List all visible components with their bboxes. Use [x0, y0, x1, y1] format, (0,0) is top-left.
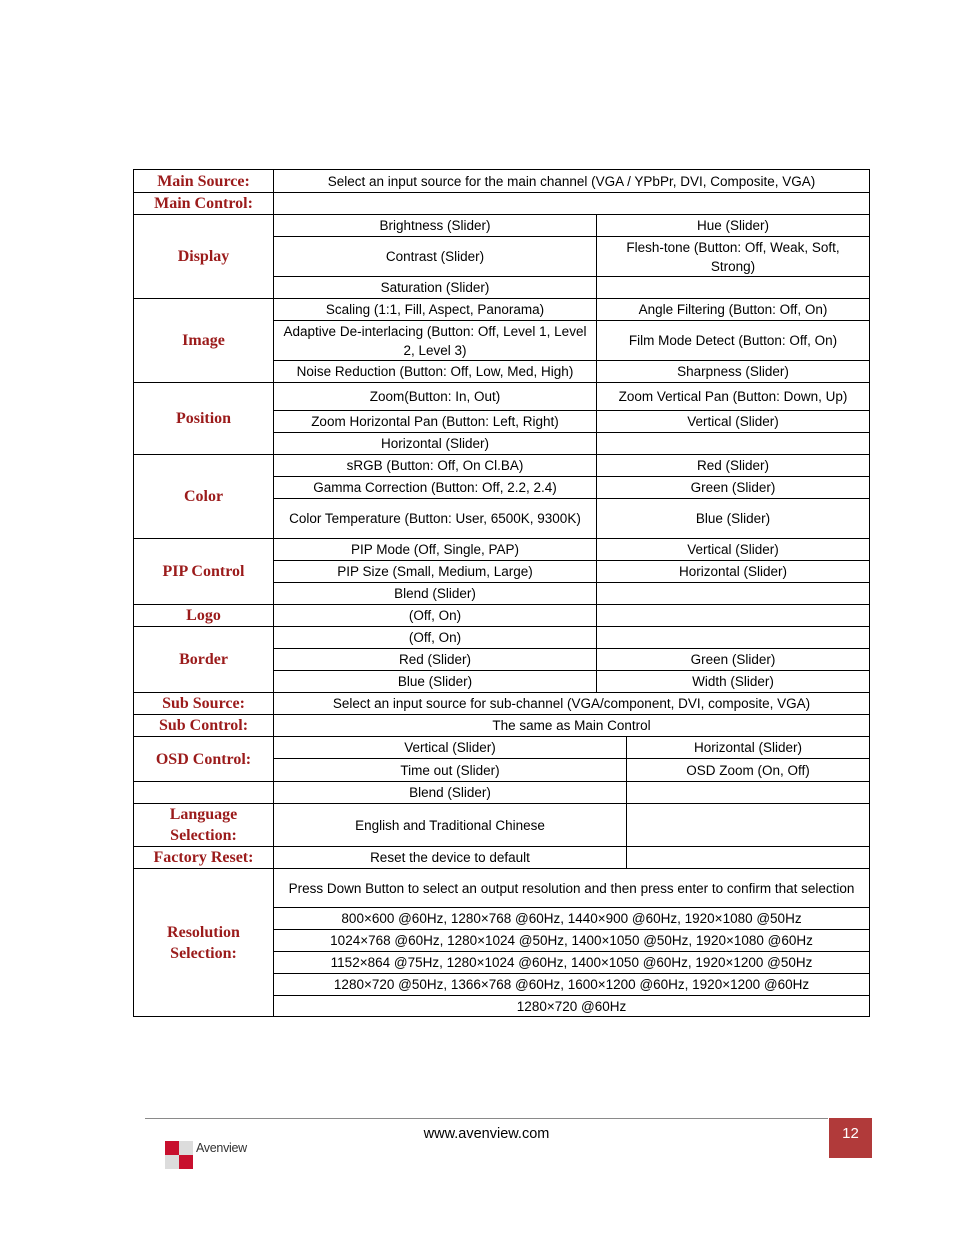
osd-zoom: OSD Zoom (On, Off): [627, 759, 870, 782]
logo-square-red-bottom: [179, 1155, 193, 1169]
image-label: Image: [134, 299, 274, 383]
image-film-mode: Film Mode Detect (Button: Off, On): [597, 321, 870, 361]
resolution-label: Resolution Selection:: [134, 869, 274, 1017]
footer-url[interactable]: www.avenview.com: [423, 1126, 550, 1142]
border-green: Green (Slider): [597, 649, 870, 671]
language-value: English and Traditional Chinese: [274, 804, 627, 847]
osd-empty: [627, 782, 870, 804]
color-srgb: sRGB (Button: Off, On Cl.BA): [274, 455, 597, 477]
pip-vertical: Vertical (Slider): [597, 539, 870, 561]
color-blue: Blue (Slider): [597, 499, 870, 539]
page-number: 12: [829, 1118, 872, 1158]
display-contrast: Contrast (Slider): [274, 237, 597, 277]
resolution-row: 800×600 @60Hz, 1280×768 @60Hz, 1440×900 @60Hz, 1920×1080 @50Hz: [274, 908, 870, 930]
logo-square-grey-top: [179, 1141, 193, 1155]
pip-size: PIP Size (Small, Medium, Large): [274, 561, 597, 583]
avenview-logo: [160, 1136, 270, 1180]
border-blue: Blue (Slider): [274, 671, 597, 693]
image-sharpness: Sharpness (Slider): [597, 361, 870, 383]
resolution-row: 1280×720 @50Hz, 1366×768 @60Hz, 1600×1200 @60Hz, 1920×1200 @60Hz: [274, 974, 870, 996]
display-hue: Hue (Slider): [597, 215, 870, 237]
color-label: Color: [134, 455, 274, 539]
display-empty: [597, 277, 870, 299]
osd-horizontal: Horizontal (Slider): [627, 737, 870, 759]
resolution-intro: Press Down Button to select an output resolution and then press enter to confirm that selection: [274, 869, 870, 908]
resolution-row: 1280×720 @60Hz: [274, 996, 870, 1017]
main-source-value: Select an input source for the main channel (VGA / YPbPr, DVI, Composite, VGA): [274, 170, 870, 193]
sub-source-value: Select an input source for sub-channel (VGA/component, DVI, composite, VGA): [274, 693, 870, 715]
osd-timeout: Time out (Slider): [274, 759, 627, 782]
logo-label: Logo: [134, 605, 274, 627]
border-width: Width (Slider): [597, 671, 870, 693]
pip-mode: PIP Mode (Off, Single, PAP): [274, 539, 597, 561]
display-flesh-tone: Flesh-tone (Button: Off, Weak, Soft, Strong): [597, 237, 870, 277]
factory-reset-value: Reset the device to default: [274, 847, 627, 869]
border-red: Red (Slider): [274, 649, 597, 671]
main-source-label: Main Source:: [134, 170, 274, 193]
logo-square-red-top: [165, 1141, 179, 1155]
logo-empty: [597, 605, 870, 627]
image-deinterlacing: Adaptive De-interlacing (Button: Off, Level 1, Level 2, Level 3): [274, 321, 597, 361]
border-empty: [597, 627, 870, 649]
color-temperature: Color Temperature (Button: User, 6500K, 9300K): [274, 499, 597, 539]
osd-blend: Blend (Slider): [274, 782, 627, 804]
position-zoom-horizontal-pan: Zoom Horizontal Pan (Button: Left, Right): [274, 411, 597, 433]
resolution-row: 1152×864 @75Hz, 1280×1024 @60Hz, 1400×1050 @60Hz, 1920×1200 @50Hz: [274, 952, 870, 974]
spec-table: [133, 169, 870, 1017]
sub-control-label: Sub Control:: [134, 715, 274, 737]
factory-reset-label: Factory Reset:: [134, 847, 274, 869]
color-green: Green (Slider): [597, 477, 870, 499]
position-vertical: Vertical (Slider): [597, 411, 870, 433]
image-scaling: Scaling (1:1, Fill, Aspect, Panorama): [274, 299, 597, 321]
footer-divider: [145, 1118, 828, 1119]
display-label: Display: [134, 215, 274, 299]
position-empty: [597, 433, 870, 455]
image-noise-reduction: Noise Reduction (Button: Off, Low, Med, High): [274, 361, 597, 383]
logo-brand-text: Avenview: [196, 1141, 247, 1155]
language-label: Language Selection:: [134, 804, 274, 847]
position-horizontal: Horizontal (Slider): [274, 433, 597, 455]
language-empty: [627, 804, 870, 847]
position-zoom-vertical-pan: Zoom Vertical Pan (Button: Down, Up): [597, 383, 870, 411]
logo-value: (Off, On): [274, 605, 597, 627]
position-zoom: Zoom(Button: In, Out): [274, 383, 597, 411]
sub-control-value: The same as Main Control: [274, 715, 870, 737]
color-red: Red (Slider): [597, 455, 870, 477]
sub-source-label: Sub Source:: [134, 693, 274, 715]
display-brightness: Brightness (Slider): [274, 215, 597, 237]
resolution-row: 1024×768 @60Hz, 1280×1024 @50Hz, 1400×1050 @50Hz, 1920×1080 @60Hz: [274, 930, 870, 952]
main-control-value: [274, 193, 870, 215]
color-gamma: Gamma Correction (Button: Off, 2.2, 2.4): [274, 477, 597, 499]
border-onoff: (Off, On): [274, 627, 597, 649]
border-label: Border: [134, 627, 274, 693]
display-saturation: Saturation (Slider): [274, 277, 597, 299]
osd-blank-label: [134, 782, 274, 804]
osd-vertical: Vertical (Slider): [274, 737, 627, 759]
osd-label: OSD Control:: [134, 737, 274, 782]
pip-label: PIP Control: [134, 539, 274, 605]
factory-reset-empty: [627, 847, 870, 869]
pip-blend: Blend (Slider): [274, 583, 597, 605]
image-angle-filtering: Angle Filtering (Button: Off, On): [597, 299, 870, 321]
logo-square-grey-bottom: [165, 1155, 179, 1169]
pip-horizontal: Horizontal (Slider): [597, 561, 870, 583]
position-label: Position: [134, 383, 274, 455]
main-control-label: Main Control:: [134, 193, 274, 215]
pip-empty: [597, 583, 870, 605]
